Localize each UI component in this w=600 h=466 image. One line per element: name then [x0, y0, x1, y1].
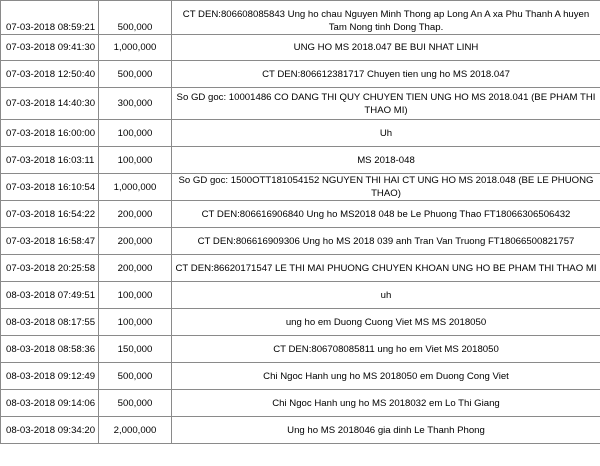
amount-cell: 200,000 — [99, 228, 172, 255]
table-row — [1, 228, 600, 255]
date-cell: 08-03-2018 07:49:51 — [1, 282, 99, 309]
date-cell: 07-03-2018 16:58:47 — [1, 228, 99, 255]
amount-cell: 500,000 — [99, 363, 172, 390]
description-cell: CT DEN:806616909306 Ung ho MS 2018 039 anh Tran Van Truong FT18066500821757 — [172, 228, 600, 255]
table-row — [1, 417, 600, 444]
amount-cell: 150,000 — [99, 336, 172, 363]
amount-cell: 100,000 — [99, 147, 172, 174]
date-cell: 08-03-2018 08:58:36 — [1, 336, 99, 363]
description-cell: Chi Ngoc Hanh ung ho MS 2018050 em Duong Cong Viet — [172, 363, 600, 390]
table-row — [1, 282, 600, 309]
amount-cell: 1,000,000 — [99, 174, 172, 201]
date-cell: 07-03-2018 16:03:11 — [1, 147, 99, 174]
date-cell: 08-03-2018 09:14:06 — [1, 390, 99, 417]
description-cell: CT DEN:806616906840 Ung ho MS2018 048 be Le Phuong Thao FT18066306506432 — [172, 201, 600, 228]
description-cell: ung ho em Duong Cuong Viet MS MS 2018050 — [172, 309, 600, 336]
table-row — [1, 255, 600, 282]
table-row — [1, 147, 600, 174]
amount-cell: 500,000 — [99, 390, 172, 417]
description-cell: So GD goc: 10001486 CO DANG THI QUY CHUYEN TIEN UNG HO MS 2018.041 (BE PHAM THI THAO MI) — [172, 88, 600, 120]
amount-cell: 200,000 — [99, 201, 172, 228]
description-cell: MS 2018-048 — [172, 147, 600, 174]
description-cell: uh — [172, 282, 600, 309]
description-cell: Chi Ngoc Hanh ung ho MS 2018032 em Lo Thi Giang — [172, 390, 600, 417]
description-cell: CT DEN:806608085843 Ung ho chau Nguyen Minh Thong ap Long An A xa Phu Thanh A huyen Tam Nong tinh Dong Thap. — [172, 1, 600, 35]
amount-cell: 100,000 — [99, 282, 172, 309]
table-row — [1, 309, 600, 336]
amount-cell: 2,000,000 — [99, 417, 172, 444]
date-cell: 08-03-2018 09:12:49 — [1, 363, 99, 390]
date-cell: 07-03-2018 09:41:30 — [1, 35, 99, 61]
date-cell: 07-03-2018 16:54:22 — [1, 201, 99, 228]
amount-cell: 500,000 — [99, 61, 172, 88]
description-cell: Uh — [172, 120, 600, 147]
date-cell: 07-03-2018 12:50:40 — [1, 61, 99, 88]
amount-cell: 300,000 — [99, 88, 172, 120]
donation-table-body — [1, 1, 600, 444]
table-row — [1, 120, 600, 147]
amount-cell: 100,000 — [99, 309, 172, 336]
date-cell: 07-03-2018 20:25:58 — [1, 255, 99, 282]
table-row — [1, 35, 600, 61]
amount-cell: 1,000,000 — [99, 35, 172, 61]
amount-cell: 500,000 — [99, 1, 172, 35]
table-row — [1, 88, 600, 120]
description-cell: UNG HO MS 2018.047 BE BUI NHAT LINH — [172, 35, 600, 61]
table-row — [1, 336, 600, 363]
table-row — [1, 201, 600, 228]
date-cell: 08-03-2018 09:34:20 — [1, 417, 99, 444]
description-cell: CT DEN:806708085811 ung ho em Viet MS 2018050 — [172, 336, 600, 363]
table-row — [1, 363, 600, 390]
description-cell: Ung ho MS 2018046 gia dinh Le Thanh Phong — [172, 417, 600, 444]
table-row — [1, 390, 600, 417]
amount-cell: 100,000 — [99, 120, 172, 147]
date-cell: 07-03-2018 16:10:54 — [1, 174, 99, 201]
date-cell: 07-03-2018 14:40:30 — [1, 88, 99, 120]
description-cell: So GD goc: 1500OTT181054152 NGUYEN THI HAI CT UNG HO MS 2018.048 (BE LE PHUONG THAO) — [172, 174, 600, 201]
table-row — [1, 174, 600, 201]
table-row — [1, 1, 600, 35]
date-cell: 07-03-2018 08:59:21 — [1, 1, 99, 35]
date-cell: 08-03-2018 08:17:55 — [1, 309, 99, 336]
description-cell: CT DEN:86620171547 LE THI MAI PHUONG CHUYEN KHOAN UNG HO BE PHAM THI THAO MI — [172, 255, 600, 282]
amount-cell: 200,000 — [99, 255, 172, 282]
table-row — [1, 61, 600, 88]
date-cell: 07-03-2018 16:00:00 — [1, 120, 99, 147]
description-cell: CT DEN:806612381717 Chuyen tien ung ho MS 2018.047 — [172, 61, 600, 88]
